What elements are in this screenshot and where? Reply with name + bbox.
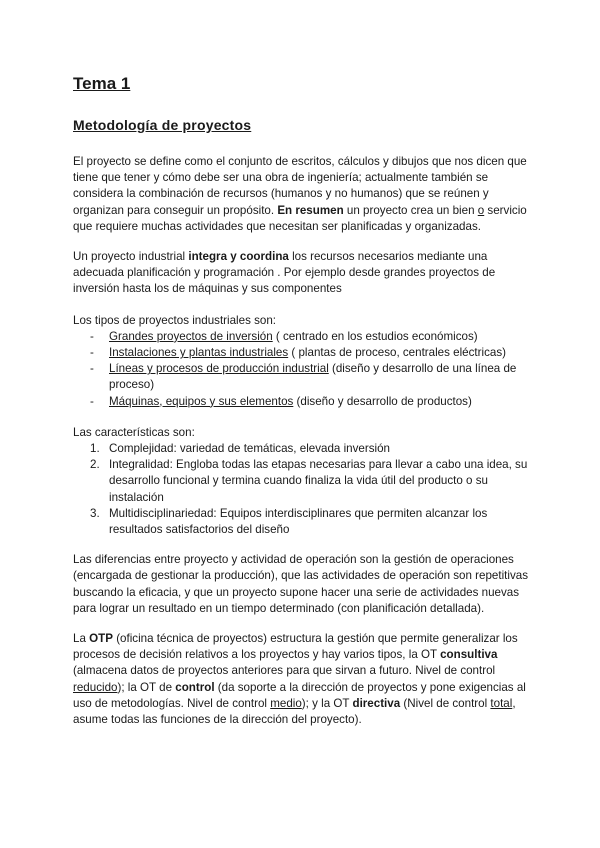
underlined-text: total xyxy=(490,696,513,710)
types-intro: Los tipos de proyectos industriales son: xyxy=(73,313,277,327)
paragraph-differences: Las diferencias entre proyecto y actividad de operación son la gestión de operaciones (encargada de gestionar la producción), que las actividades de operación son repetitivas buscando la eficacia, y que un proyecto supone hacer una serie de actividades nuevas para lograr un resultado en un tiempo determinado (con planificación detallada). xyxy=(73,553,529,615)
text-run: (oficina técnica de proyectos) estructura la gestión que permite generalizar los procesos de decisión relativos a los proyectos y hay varios tipos, la OT xyxy=(73,632,518,662)
paragraph-otp xyxy=(73,631,530,728)
underlined-text: Instalaciones y plantas industriales xyxy=(109,346,289,360)
bold-text: consultiva xyxy=(440,648,498,662)
underlined-text: Máquinas, equipos y sus elementos xyxy=(109,394,294,408)
underlined-text: Líneas y procesos de producción industrial xyxy=(109,362,329,376)
text-run: servicio que requiere muchas actividades que necesitan ser planificadas y organizadas. xyxy=(73,203,527,233)
bold-text: control xyxy=(175,680,215,694)
paragraph-industrial xyxy=(73,249,530,298)
text-run: Un proyecto industrial xyxy=(73,250,189,264)
text-run: Multidisciplinariedad: Equipos interdisciplinares que permiten alcanzar los resultados satisfactorios del diseño xyxy=(109,506,488,537)
text-run: El proyecto se define como el conjunto de escritos, cálculos y dibujos que nos dicen que tiene que tener y cómo debe ser una obra de ingeniería; actualmente también se considera la combinación de recursos (humanos y no humanos) que se reúnen y organizan para conseguir un propósito. xyxy=(73,155,527,217)
text-run: los recursos necesarios mediante una adecuada planificación y programación . Por ejemplo desde grandes proyectos de inversión hasta los de máquinas y sus componentes xyxy=(73,250,496,296)
text-run: La xyxy=(73,632,90,646)
text-run: (almacena datos de proyectos anteriores para que sirvan a futuro. Nivel de control xyxy=(73,664,496,678)
text-run: un proyecto crea un bien xyxy=(343,203,478,217)
list-number: 1. xyxy=(90,442,100,456)
text-run: , asume todas las funciones de la dirección del proyecto). xyxy=(73,696,516,727)
text-run: ); y la OT xyxy=(301,696,353,710)
list-item xyxy=(73,441,530,457)
underlined-text: medio xyxy=(270,696,302,710)
text-run: Complejidad: variedad de temáticas, elevada inversión xyxy=(109,442,390,456)
list-item xyxy=(73,506,530,538)
page-title: Tema 1 xyxy=(73,74,131,93)
underlined-text: reducido xyxy=(73,680,118,694)
list-item xyxy=(73,457,530,506)
text-run: (da soporte a la dirección de proyectos y pone exigencias al uso de metodologías. Nivel de control xyxy=(73,680,526,710)
list-item xyxy=(73,345,530,361)
text-run: ( plantas de proceso, centrales eléctricas) xyxy=(288,346,506,360)
features-list xyxy=(73,441,530,538)
text-run: ); la OT de xyxy=(117,680,176,694)
features-intro: Las características son: xyxy=(73,425,195,439)
section-title: Metodología de proyectos xyxy=(73,117,252,133)
text-run: Integralidad: Engloba todas las etapas necesarias para llevar a cabo una idea, su desarrollo funcional y termina cuando finaliza la vida útil del producto o su instalación xyxy=(109,458,528,504)
text-run: (diseño y desarrollo de productos) xyxy=(293,394,472,408)
bold-text: OTP xyxy=(89,632,113,646)
bold-text: En resumen xyxy=(277,203,344,217)
text-run: ( centrado en los estudios económicos) xyxy=(272,329,478,343)
text-run: (diseño y desarrollo de una línea de proceso) xyxy=(109,362,517,392)
list-item xyxy=(73,329,530,345)
list-item xyxy=(73,394,530,410)
list-number: 3. xyxy=(90,506,100,520)
underlined-text: Grandes proyectos de inversión xyxy=(109,329,273,343)
text-run: (Nivel de control xyxy=(400,696,491,710)
underlined-text: o xyxy=(477,203,485,217)
bold-text: directiva xyxy=(352,696,401,710)
list-number: 2. xyxy=(90,458,100,472)
paragraph-definition xyxy=(73,154,530,235)
list-item xyxy=(73,361,530,393)
types-list xyxy=(73,329,530,410)
bold-text: integra y coordina xyxy=(188,250,289,264)
